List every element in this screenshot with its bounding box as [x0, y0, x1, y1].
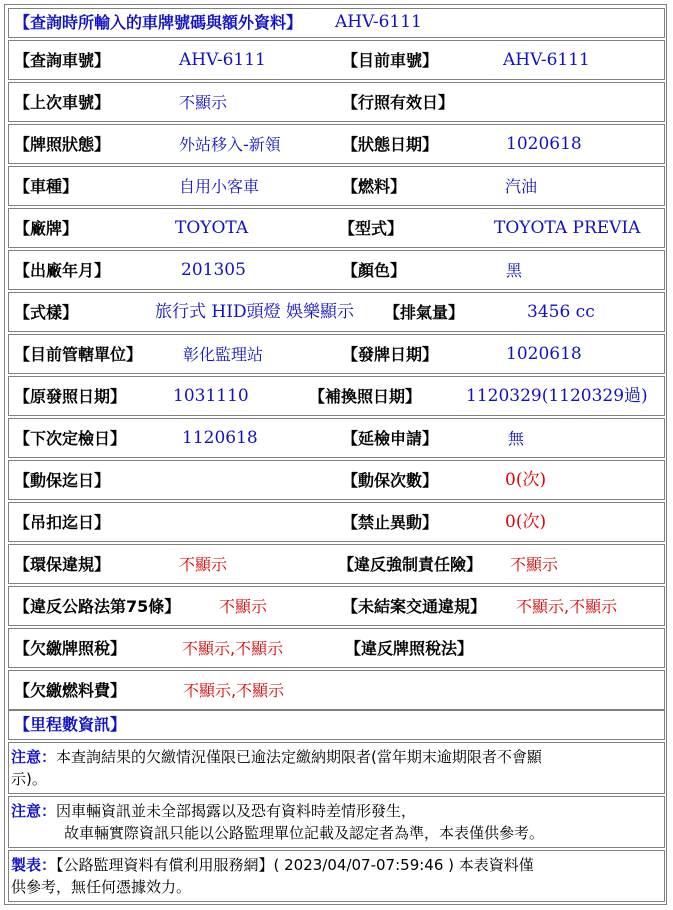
field-value: 自用小客車 [179, 177, 260, 196]
note-1-text: 本查詢結果的欠繳情況僅限已逾法定繳納期限者(當年期末逾期限者不會顯 [56, 748, 542, 766]
field-label: 【式樣】 [14, 303, 79, 322]
field-label: 【動保次數】 [342, 471, 439, 490]
note-box-3 [8, 850, 665, 902]
note-1-line-2: 示)。 [11, 770, 47, 788]
field-label: 【排氣量】 [384, 303, 465, 322]
note-2-text: 因車輛資訊並未全部揭露以及恐有資料時差情形發生， [56, 802, 417, 820]
field-value: 旅行式 HID頭燈 娛樂顯示 [155, 302, 354, 322]
field-value: TOYOTA PREVIA [494, 218, 641, 238]
info-row-manufacture-date [8, 250, 665, 290]
field-label: 【查詢車號】 [14, 51, 111, 70]
info-row-license-tax [8, 628, 665, 668]
field-label: 【延檢申請】 [342, 429, 439, 448]
info-row-next-inspection [8, 418, 665, 458]
note-2-line-1 [11, 800, 416, 822]
field-value: 1020618 [506, 134, 582, 154]
field-label: 【違反公路法第75條】 [14, 597, 181, 616]
field-label: 【下次定檢日】 [14, 429, 127, 448]
field-value: 不顯示 [179, 555, 228, 574]
info-row-chattel-mortgage [8, 460, 665, 500]
field-value: 1120329(1120329過) [466, 386, 648, 406]
field-label: 【牌照狀態】 [14, 135, 111, 154]
field-label: 【型式】 [339, 219, 404, 238]
field-value: AHV-6111 [503, 50, 590, 70]
field-label: 【燃料】 [342, 177, 407, 196]
field-label: 【動保迄日】 [14, 471, 111, 490]
field-value: 不顯示 [510, 555, 559, 574]
info-row-fuel-fee [8, 670, 665, 710]
field-label: 【目前車號】 [342, 51, 439, 70]
field-value: 彰化監理站 [183, 345, 264, 364]
field-value: 汽油 [505, 177, 538, 196]
info-row-vehicle-type [8, 166, 665, 206]
note-1-label: 注意： [11, 748, 57, 766]
field-label: 【出廠年月】 [14, 261, 111, 280]
field-label: 【吊扣迄日】 [14, 513, 111, 532]
field-value: 1031110 [173, 386, 249, 406]
query-header [8, 8, 665, 38]
field-label: 【環保違規】 [14, 555, 111, 574]
field-label: 【欠繳牌照稅】 [14, 639, 127, 658]
note-3-label: 製表： [11, 856, 57, 874]
info-row-environmental-violation [8, 544, 665, 584]
field-label: 【目前管轄單位】 [14, 345, 143, 364]
field-value: 外站移入-新領 [179, 135, 281, 154]
field-label: 【禁止異動】 [342, 513, 439, 532]
field-value: AHV-6111 [179, 50, 266, 70]
field-value: 不顯示,不顯示 [182, 639, 284, 658]
field-label: 【欠繳燃料費】 [14, 681, 127, 700]
field-value: 1020618 [506, 344, 582, 364]
query-header-plate: AHV-6111 [335, 12, 422, 32]
field-value: 0(次) [505, 512, 547, 532]
field-value: 不顯示 [179, 93, 228, 112]
info-row-query-plate [8, 40, 665, 80]
note-3-text: 【公路監理資料有償利用服務網】( 2023/04/07-07:59:46 ) 本表資料僅 [56, 856, 534, 874]
field-label: 【車種】 [14, 177, 79, 196]
field-label: 【狀態日期】 [342, 135, 439, 154]
field-value: 201305 [181, 260, 246, 280]
mileage-title: 【里程數資訊】 [14, 715, 127, 734]
field-label: 【原發照日期】 [14, 387, 127, 406]
query-header-title: 【查詢時所輸入的車牌號碼與額外資料】 [14, 13, 303, 32]
info-row-original-issue-date [8, 376, 665, 416]
info-row-highway-act-violation [8, 586, 665, 626]
note-3-line-1 [11, 854, 534, 876]
field-value: 不顯示,不顯示 [183, 681, 285, 700]
note-box-2 [8, 796, 665, 848]
field-label: 【上次車號】 [14, 93, 111, 112]
field-label: 【違反牌照稅法】 [345, 639, 474, 658]
field-label: 【行照有效日】 [342, 93, 455, 112]
note-2-line-2: 故車輛實際資訊只能以公路監理單位記載及認定者為準，本表僅供參考。 [64, 824, 545, 842]
field-value: 0(次) [505, 470, 547, 490]
note-1-line-1 [11, 746, 542, 768]
field-label: 【顏色】 [342, 261, 407, 280]
field-label: 【補換照日期】 [309, 387, 422, 406]
info-row-style [8, 292, 665, 332]
field-value: 無 [508, 429, 525, 448]
field-label: 【未結案交通違規】 [342, 597, 487, 616]
field-label: 【廠牌】 [14, 219, 79, 238]
note-2-label: 注意： [11, 802, 57, 820]
info-row-brand [8, 208, 665, 248]
info-row-plate-status [8, 124, 665, 164]
field-label: 【違反強制責任險】 [338, 555, 483, 574]
field-label: 【發牌日期】 [342, 345, 439, 364]
mileage-header [8, 710, 665, 740]
field-value: 黑 [506, 261, 523, 280]
field-value: 不顯示 [219, 597, 268, 616]
note-3-line-2: 供參考，無任何憑據效力。 [11, 878, 192, 896]
field-value: TOYOTA [175, 218, 249, 238]
field-value: 1120618 [182, 428, 258, 448]
field-value: 不顯示,不顯示 [516, 597, 618, 616]
note-box-1 [8, 742, 665, 794]
field-value: 3456 cc [527, 302, 595, 322]
info-row-previous-plate [8, 82, 665, 122]
info-row-jurisdiction [8, 334, 665, 374]
info-row-suspension [8, 502, 665, 542]
